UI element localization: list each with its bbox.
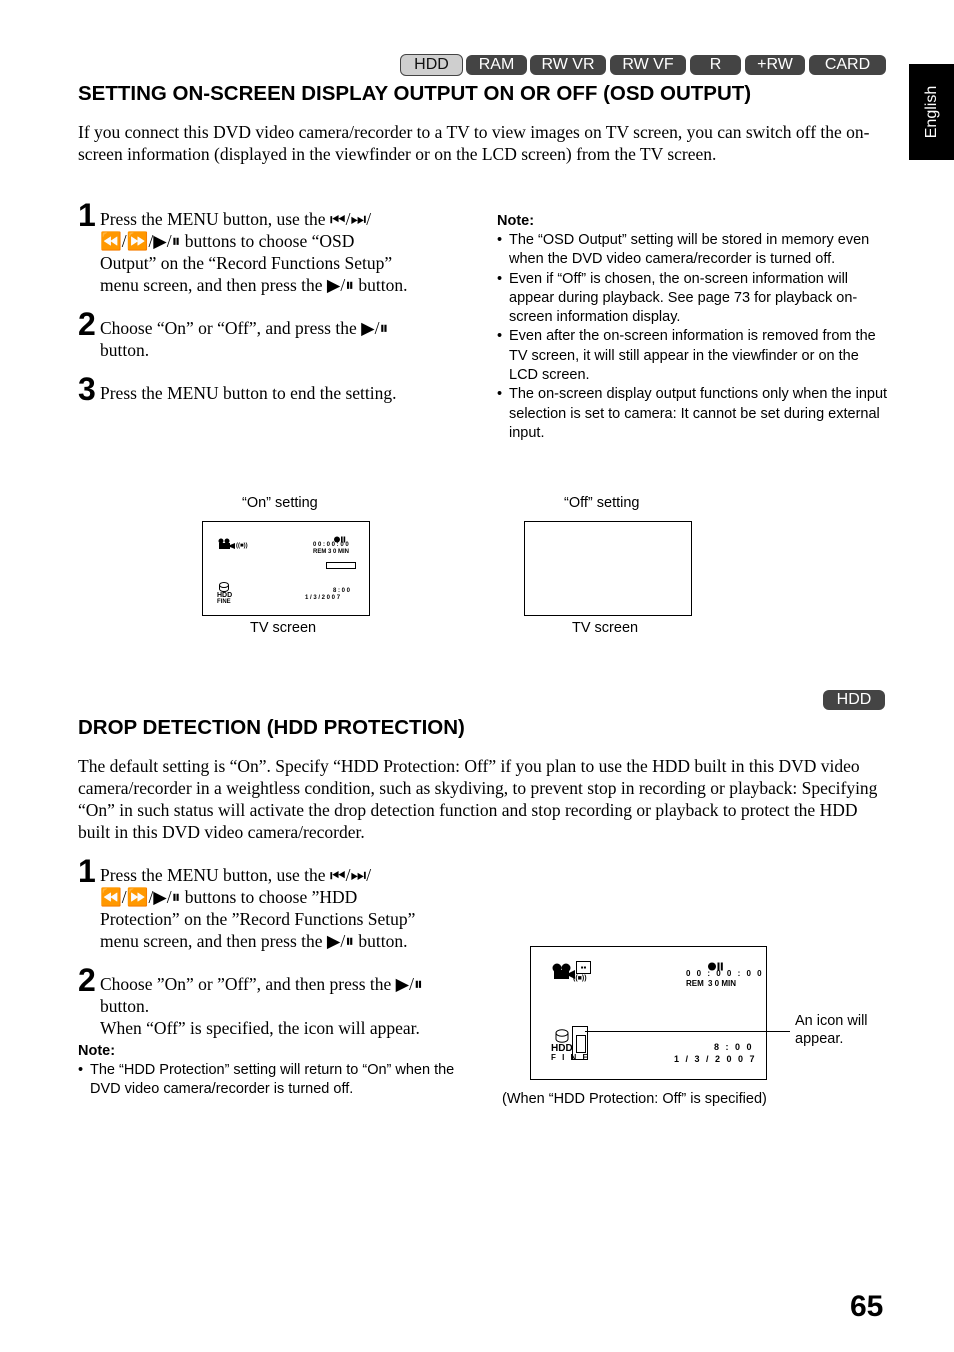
- step-number: 2: [78, 962, 96, 998]
- section1-notes: [497, 231, 890, 443]
- sound-icon: ((■)): [573, 975, 587, 982]
- clock: 8 : 0 0: [714, 1042, 754, 1052]
- clock: 8 : 0 0: [333, 588, 351, 594]
- counter: 0 0 : 0 0 : 0 0: [313, 542, 349, 548]
- counter: 0 0 : 0 0 : 0 0: [686, 969, 764, 978]
- step3-text: [100, 382, 480, 404]
- step-number: 1: [78, 197, 96, 233]
- step-number: 1: [78, 853, 96, 889]
- camera-icon: [217, 538, 235, 550]
- step2-text: [100, 317, 480, 361]
- hdd-label: HDD: [217, 592, 233, 599]
- hdd-tag: HDD: [823, 690, 885, 710]
- step-line: Press the MENU button, use the ⏮/⏭/: [100, 865, 372, 885]
- callout-text: An icon will appear.: [795, 1013, 868, 1047]
- step1-text: [100, 208, 480, 296]
- tab-hdd: HDD: [400, 54, 463, 76]
- section1-intro: If you connect this DVD video camera/recorder to a TV to view images on TV screen, you can switch off the on-screen information (displayed in the viewfinder or on the LCD screen) from the TV screen.: [78, 122, 870, 164]
- quality-label: F I N E: [551, 1053, 590, 1062]
- tab-rw-vr: RW VR: [530, 55, 606, 75]
- disk-icon: [219, 582, 229, 592]
- step-line: Output” on the “Record Functions Setup”: [100, 253, 393, 273]
- tab-r: R: [690, 55, 741, 75]
- remaining-time: REM 3 0 MIN: [313, 549, 350, 555]
- tv-screen-label: TV screen: [250, 620, 317, 636]
- note-item: • The “HDD Protection” setting will return to “On” when the DVD video camera/recorder is turned off.: [78, 1061, 478, 1100]
- on-setting-label: “On” setting: [242, 495, 318, 511]
- section2-notes: [78, 1061, 478, 1100]
- sound-icon: ((■)): [236, 543, 248, 549]
- remaining-time: 3 0 MIN: [708, 979, 737, 988]
- tab-plus-rw: +RW: [745, 55, 805, 75]
- tv-screen-on: [202, 521, 370, 616]
- step-line: button.: [100, 340, 150, 360]
- tab-ram: RAM: [466, 55, 527, 75]
- step-line: Press the MENU button, use the ⏮/⏭/: [100, 209, 372, 229]
- step-line: ⏪/⏩/▶/⏸ buttons to choose ”HDD: [100, 887, 358, 907]
- step-number: 2: [78, 306, 96, 342]
- hdd-protection-screen: [530, 946, 767, 1080]
- note-item: • The “OSD Output” setting will be stored in memory even when the DVD video camera/recorder is turned off.: [497, 231, 890, 270]
- note-item: • Even if “Off” is chosen, the on-screen information will appear during playback. See page 73 for playback on-screen information display.: [497, 270, 890, 328]
- step2-text: [100, 973, 485, 1039]
- step-line: menu screen, and then press the ▶/⏸ button.: [100, 275, 408, 295]
- step-line: Choose “On” or “Off”, and press the ▶/⏸: [100, 318, 389, 338]
- note-item: • The on-screen display output functions only when the input selection is set to camera: It cannot be set during external input.: [497, 385, 890, 443]
- step-line: button.: [100, 996, 150, 1016]
- tab-card: CARD: [809, 55, 886, 75]
- step-line: Press the MENU button to end the setting.: [100, 383, 397, 403]
- step-number: 3: [78, 371, 96, 407]
- date: 1 / 3 / 2 0 0 7: [674, 1054, 757, 1064]
- note-item: • Even after the on-screen information is removed from the TV screen, it will still appear in the viewfinder or on the LCD screen.: [497, 327, 890, 385]
- step-line: Choose ”On” or ”Off”, and then press the ▶/⏸: [100, 974, 423, 994]
- section2-intro: The default setting is “On”. Specify “HDD Protection: Off” if you plan to use the HDD built in this DVD video camera/recorder in a weightless condition, such as skydiving, to prevent stop in recording or playback: Specifying “On” in such status will activate the drop detection function and stop recording or playback to protect the HDD built in this DVD video camera/recorder.: [78, 756, 878, 842]
- step-line: Protection” on the ”Record Functions Setup”: [100, 909, 416, 929]
- screen-caption: (When “HDD Protection: Off” is specified): [502, 1091, 767, 1107]
- date: 1 / 3 / 2 0 0 7: [305, 595, 341, 601]
- battery-icon: [326, 562, 356, 569]
- step-line: When “Off” is specified, the icon will appear.: [100, 1018, 420, 1038]
- tab-rw-vf: RW VF: [610, 55, 686, 75]
- tv-screen-off: [524, 521, 692, 616]
- quality-label: FINE: [217, 599, 231, 605]
- hdd-label: HDD: [551, 1043, 573, 1054]
- section2-title: DROP DETECTION (HDD PROTECTION): [78, 716, 465, 739]
- rem-label: REM: [686, 979, 704, 988]
- tv-screen-label: TV screen: [572, 620, 639, 636]
- section1-title: SETTING ON-SCREEN DISPLAY OUTPUT ON OR OFF (OSD OUTPUT): [78, 82, 752, 105]
- step-line: ⏪/⏩/▶/⏸ buttons to choose “OSD: [100, 231, 355, 251]
- note-title: Note:: [497, 213, 535, 229]
- page-number: 65: [850, 1290, 884, 1323]
- language-tab: [909, 64, 954, 160]
- off-setting-label: “Off” setting: [564, 495, 640, 511]
- camera-icon: [551, 963, 575, 980]
- language-label: English: [922, 85, 940, 139]
- note-title: Note:: [78, 1043, 116, 1059]
- step1-text: [100, 864, 480, 952]
- callout-line: [585, 1031, 790, 1032]
- scene-icon: ▪▪: [576, 961, 591, 974]
- disk-icon: [555, 1029, 569, 1043]
- step-line: menu screen, and then press the ▶/⏸ button.: [100, 931, 408, 951]
